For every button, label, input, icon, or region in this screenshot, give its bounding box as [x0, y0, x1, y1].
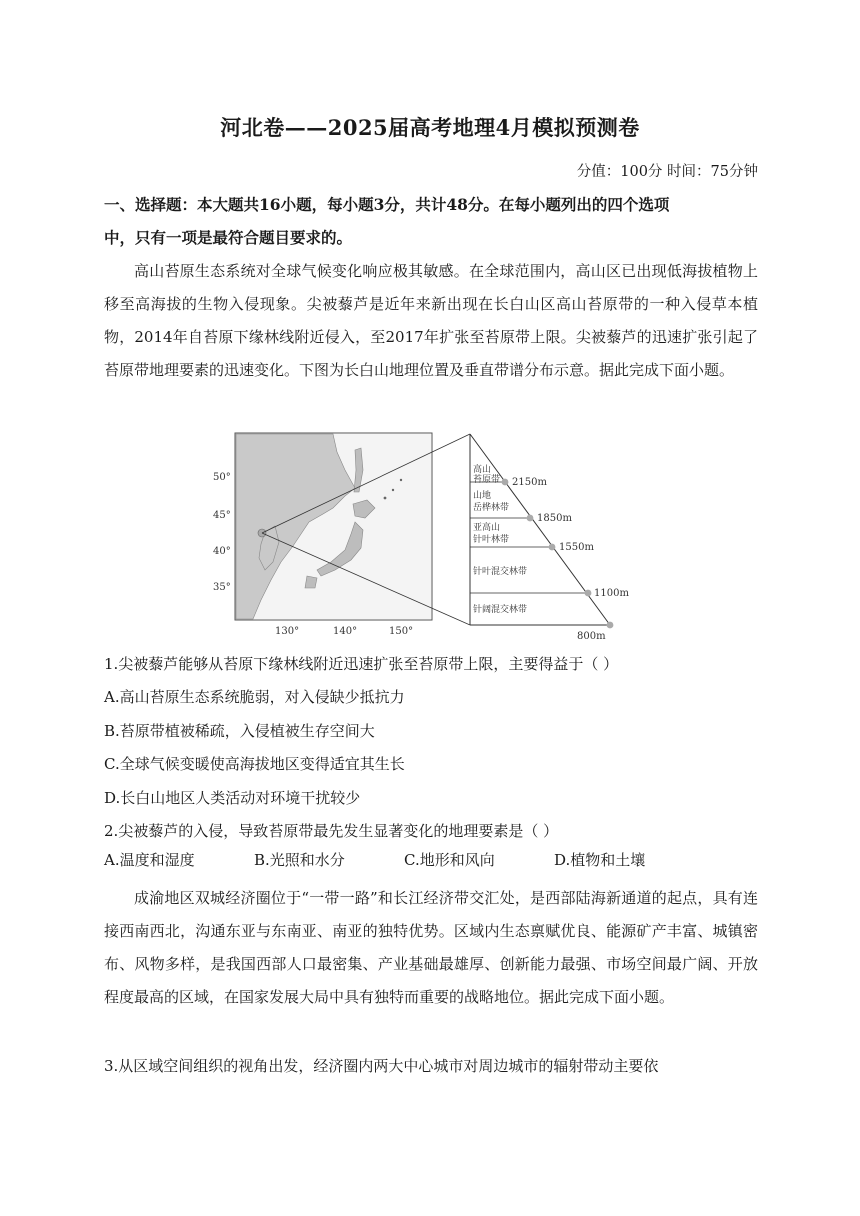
lat-label-40: 40°: [213, 546, 231, 557]
question-2-option-d[interactable]: D.植物和土壤: [554, 851, 646, 869]
figure-svg: [205, 430, 629, 645]
passage-2: 成渝地区双城经济圈位于“一带一路”和长江经济带交汇处，是西部陆海新通道的起点，具有连接西南西北，沟通东亚与东南亚、南亚的独特优势。区域内生态禀赋优良、能源矿产丰富、城镇密布、风物多样，是我国西部人口最密集、产业基础最雄厚、创新能力最强、市场空间最广阔、开放程度最高的区域，在国家发展大局中具有独特而重要的战略地位。据此完成下面小题。: [104, 889, 758, 1006]
elevation-1550: 1550m: [559, 542, 594, 553]
question-1-option-a[interactable]: A.高山苔原生态系统脆弱，对入侵缺少抵抗力: [104, 688, 405, 706]
question-1-option-d[interactable]: D.长白山地区人类活动对环境干扰较少: [104, 789, 361, 807]
zone-label-birch-1: 山地: [473, 491, 492, 501]
passage-1: 高山苔原生态系统对全球气候变化响应极其敏感。在全球范围内，高山区已出现低海拔植物上移至高海拔的生物入侵现象。尖被藜芦是近年来新出现在长白山区高山苔原带的一种入侵草本植物，2014年自苔原下缘林线附近侵入，至2017年扩张至苔原带上限。尖被藜芦的迅速扩张引起了苔原带地理要素的迅速变化。下图为长白山地理位置及垂直带谱分布示意。据此完成下面小题。: [104, 262, 758, 379]
zone-label-conifer-1: 亚高山: [473, 523, 501, 533]
lon-label-150: 150°: [389, 626, 414, 637]
zone-label-tundra-2: 苔原带: [473, 475, 501, 485]
zone-label-conifer-2: 针叶林带: [473, 535, 510, 545]
zone-label-mixed-broadleaf: 针阔混交林带: [473, 605, 528, 615]
question-2-stem: 2.尖被藜芦的入侵，导致苔原带最先发生显著变化的地理要素是（ ）: [104, 822, 559, 840]
question-3-stem: 3.从区域空间组织的视角出发，经济圈内两大中心城市对周边城市的辐射带动主要依: [104, 1057, 659, 1075]
changbai-mountain-figure: [205, 430, 629, 645]
section-heading-line2: 中，只有一项是最符合题目要求的。: [104, 228, 353, 247]
question-2-options: [104, 849, 764, 870]
zone-label-mixed-conifer: 针叶混交林带: [473, 567, 528, 577]
elevation-1850: 1850m: [537, 513, 572, 524]
lat-label-35: 35°: [213, 582, 231, 593]
question-1-stem: 1.尖被藜芦能够从苔原下缘林线附近迅速扩张至苔原带上限，主要得益于（ ）: [104, 655, 619, 673]
elevation-2150: 2150m: [512, 477, 547, 488]
lat-label-45: 45°: [213, 510, 231, 521]
elevation-800: 800m: [577, 631, 606, 642]
exam-title: 河北卷——2025届高考地理4月模拟预测卷: [220, 115, 640, 140]
zone-label-tundra-1: 高山: [473, 465, 492, 475]
section-heading-line1: 一、选择题：本大题共16小题，每小题3分，共计48分。在每小题列出的四个选项: [104, 195, 670, 214]
lat-label-50: 50°: [213, 472, 231, 483]
question-2-option-a[interactable]: A.温度和湿度: [104, 851, 195, 869]
lon-label-130: 130°: [275, 626, 300, 637]
kyushu-shape: [305, 576, 317, 588]
score-time-info: 分值：100分 时间：75分钟: [576, 164, 758, 180]
elevation-1100: 1100m: [594, 588, 629, 599]
question-2-option-b[interactable]: B.光照和水分: [254, 851, 345, 869]
question-2-option-c[interactable]: C.地形和风向: [404, 851, 495, 869]
question-1-option-c[interactable]: C.全球气候变暖使高海拔地区变得适宜其生长: [104, 755, 405, 773]
zone-label-birch-2: 岳桦林带: [473, 503, 510, 513]
lon-label-140: 140°: [333, 626, 358, 637]
question-1-option-b[interactable]: B.苔原带植被稀疏，入侵植被生存空间大: [104, 722, 375, 740]
